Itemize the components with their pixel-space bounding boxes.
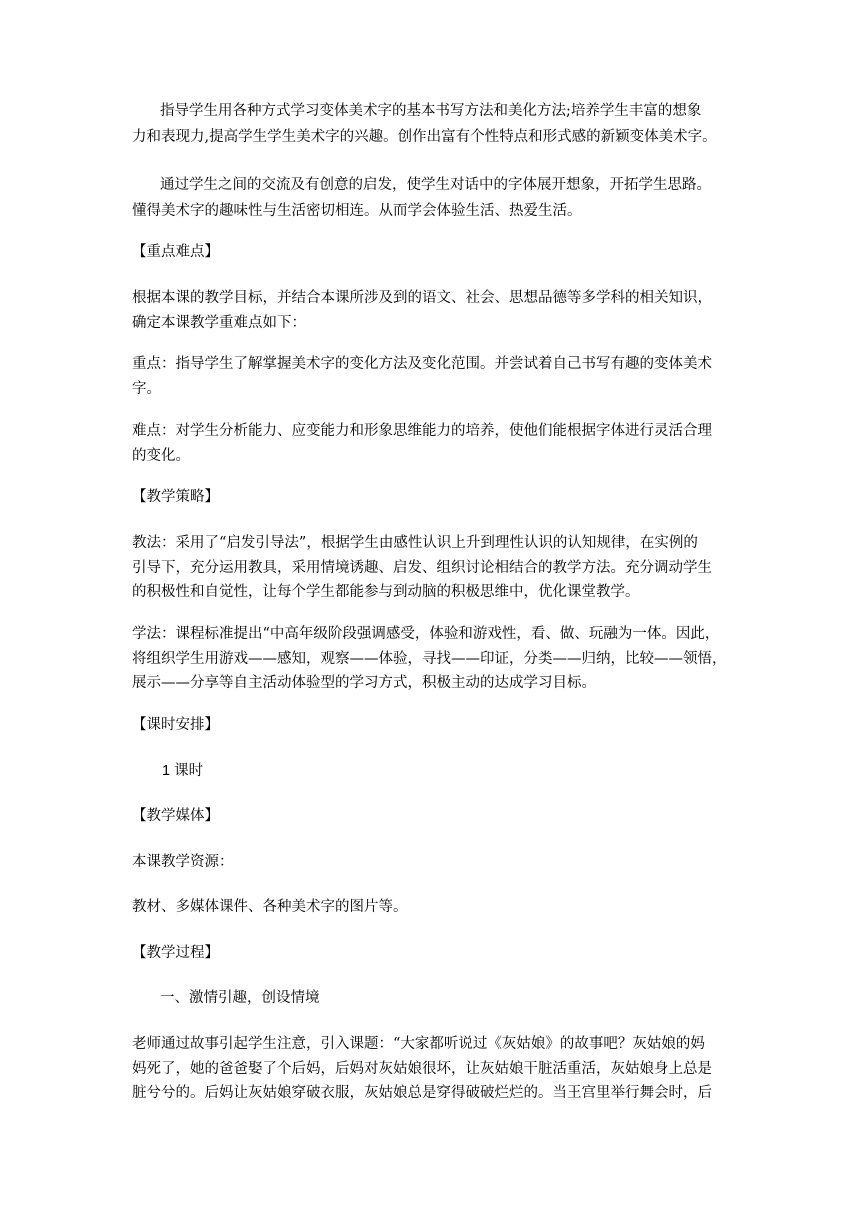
key-points-intro-line-2: 确定本课教学重难点如下： [132, 315, 306, 331]
story-line-3: 脏兮兮的。后妈让灰姑娘穿破衣服，灰姑娘总是穿得破破烂烂的。当王宫里举行舞会时，后 [132, 1085, 712, 1101]
schedule-heading: 【课时安排】 [132, 717, 219, 733]
learning-method-line-3: 展示——分享等自主活动体验型的学习方式，积极主动的达成学习目标。 [132, 675, 596, 691]
step-1-title: 一、激情引趣，创设情境 [160, 990, 320, 1006]
lesson-hours: 1 课时 [162, 763, 204, 779]
story-line-2: 妈死了，她的爸爸娶了个后妈，后妈对灰姑娘很坏，让灰姑娘干脏活重活，灰姑娘身上总是 [132, 1061, 712, 1077]
emotion-line-2: 懂得美术字的趣味性与生活密切相连。从而学会体验生活、热爱生活。 [132, 203, 582, 219]
process-heading: 【教学过程】 [132, 945, 219, 961]
key-points-intro-line-1: 根据本课的教学目标，并结合本课所涉及到的语文、社会、思想品德等多学科的相关知识， [132, 290, 712, 306]
difficulty-line-2: 的变化。 [132, 448, 190, 464]
goals-line-1: 指导学生用各种方式学习变体美术字的基本书写方法和美化方法;培养学生丰富的想象 [160, 103, 702, 119]
learning-method-line-1: 学法：课程标准提出“中高年级阶段强调感受，体验和游戏性，看、做、玩融为一体。因此， [132, 626, 720, 642]
resources-list: 教材、多媒体课件、各种美术字的图片等。 [132, 899, 408, 915]
teaching-method-line-1: 教法：采用了“启发引导法”，根据学生由感性认识上升到理性认识的认知规律，在实例的 [132, 535, 698, 551]
resources-label: 本课教学资源： [132, 854, 234, 870]
teaching-method-line-2: 引导下，充分运用教具，采用情境诱趣、启发、组织讨论相结合的教学方法。充分调动学生 [132, 560, 712, 576]
learning-method-line-2: 将组织学生用游戏——感知，观察——体验，寻找——印证，分类——归纳，比较——领悟， [132, 651, 727, 667]
strategy-heading: 【教学策略】 [132, 489, 219, 505]
focus-line-2: 字。 [132, 381, 161, 397]
media-heading: 【教学媒体】 [132, 808, 219, 824]
focus-line-1: 重点：指导学生了解掌握美术字的变化方法及变化范围。并尝试着自己书写有趣的变体美术 [132, 356, 712, 372]
teaching-method-line-3: 的积极性和自觉性，让每个学生都能参与到动脑的积极思维中，优化课堂教学。 [132, 584, 640, 600]
key-points-heading: 【重点难点】 [132, 244, 219, 260]
difficulty-line-1: 难点：对学生分析能力、应变能力和形象思维能力的培养，使他们能根据字体进行灵活合理 [132, 423, 712, 439]
goals-line-2: 力和表现力,提高学生学生美术字的兴趣。创作出富有个性特点和形式感的新颖变体美术字。 [132, 129, 717, 145]
emotion-line-1: 通过学生之间的交流及有创意的启发，使学生对话中的字体展开想象，开拓学生思路。 [160, 177, 711, 193]
story-line-1: 老师通过故事引起学生注意，引入课题：“大家都听说过《灰姑娘》的故事吧？灰姑娘的妈 [132, 1036, 705, 1052]
